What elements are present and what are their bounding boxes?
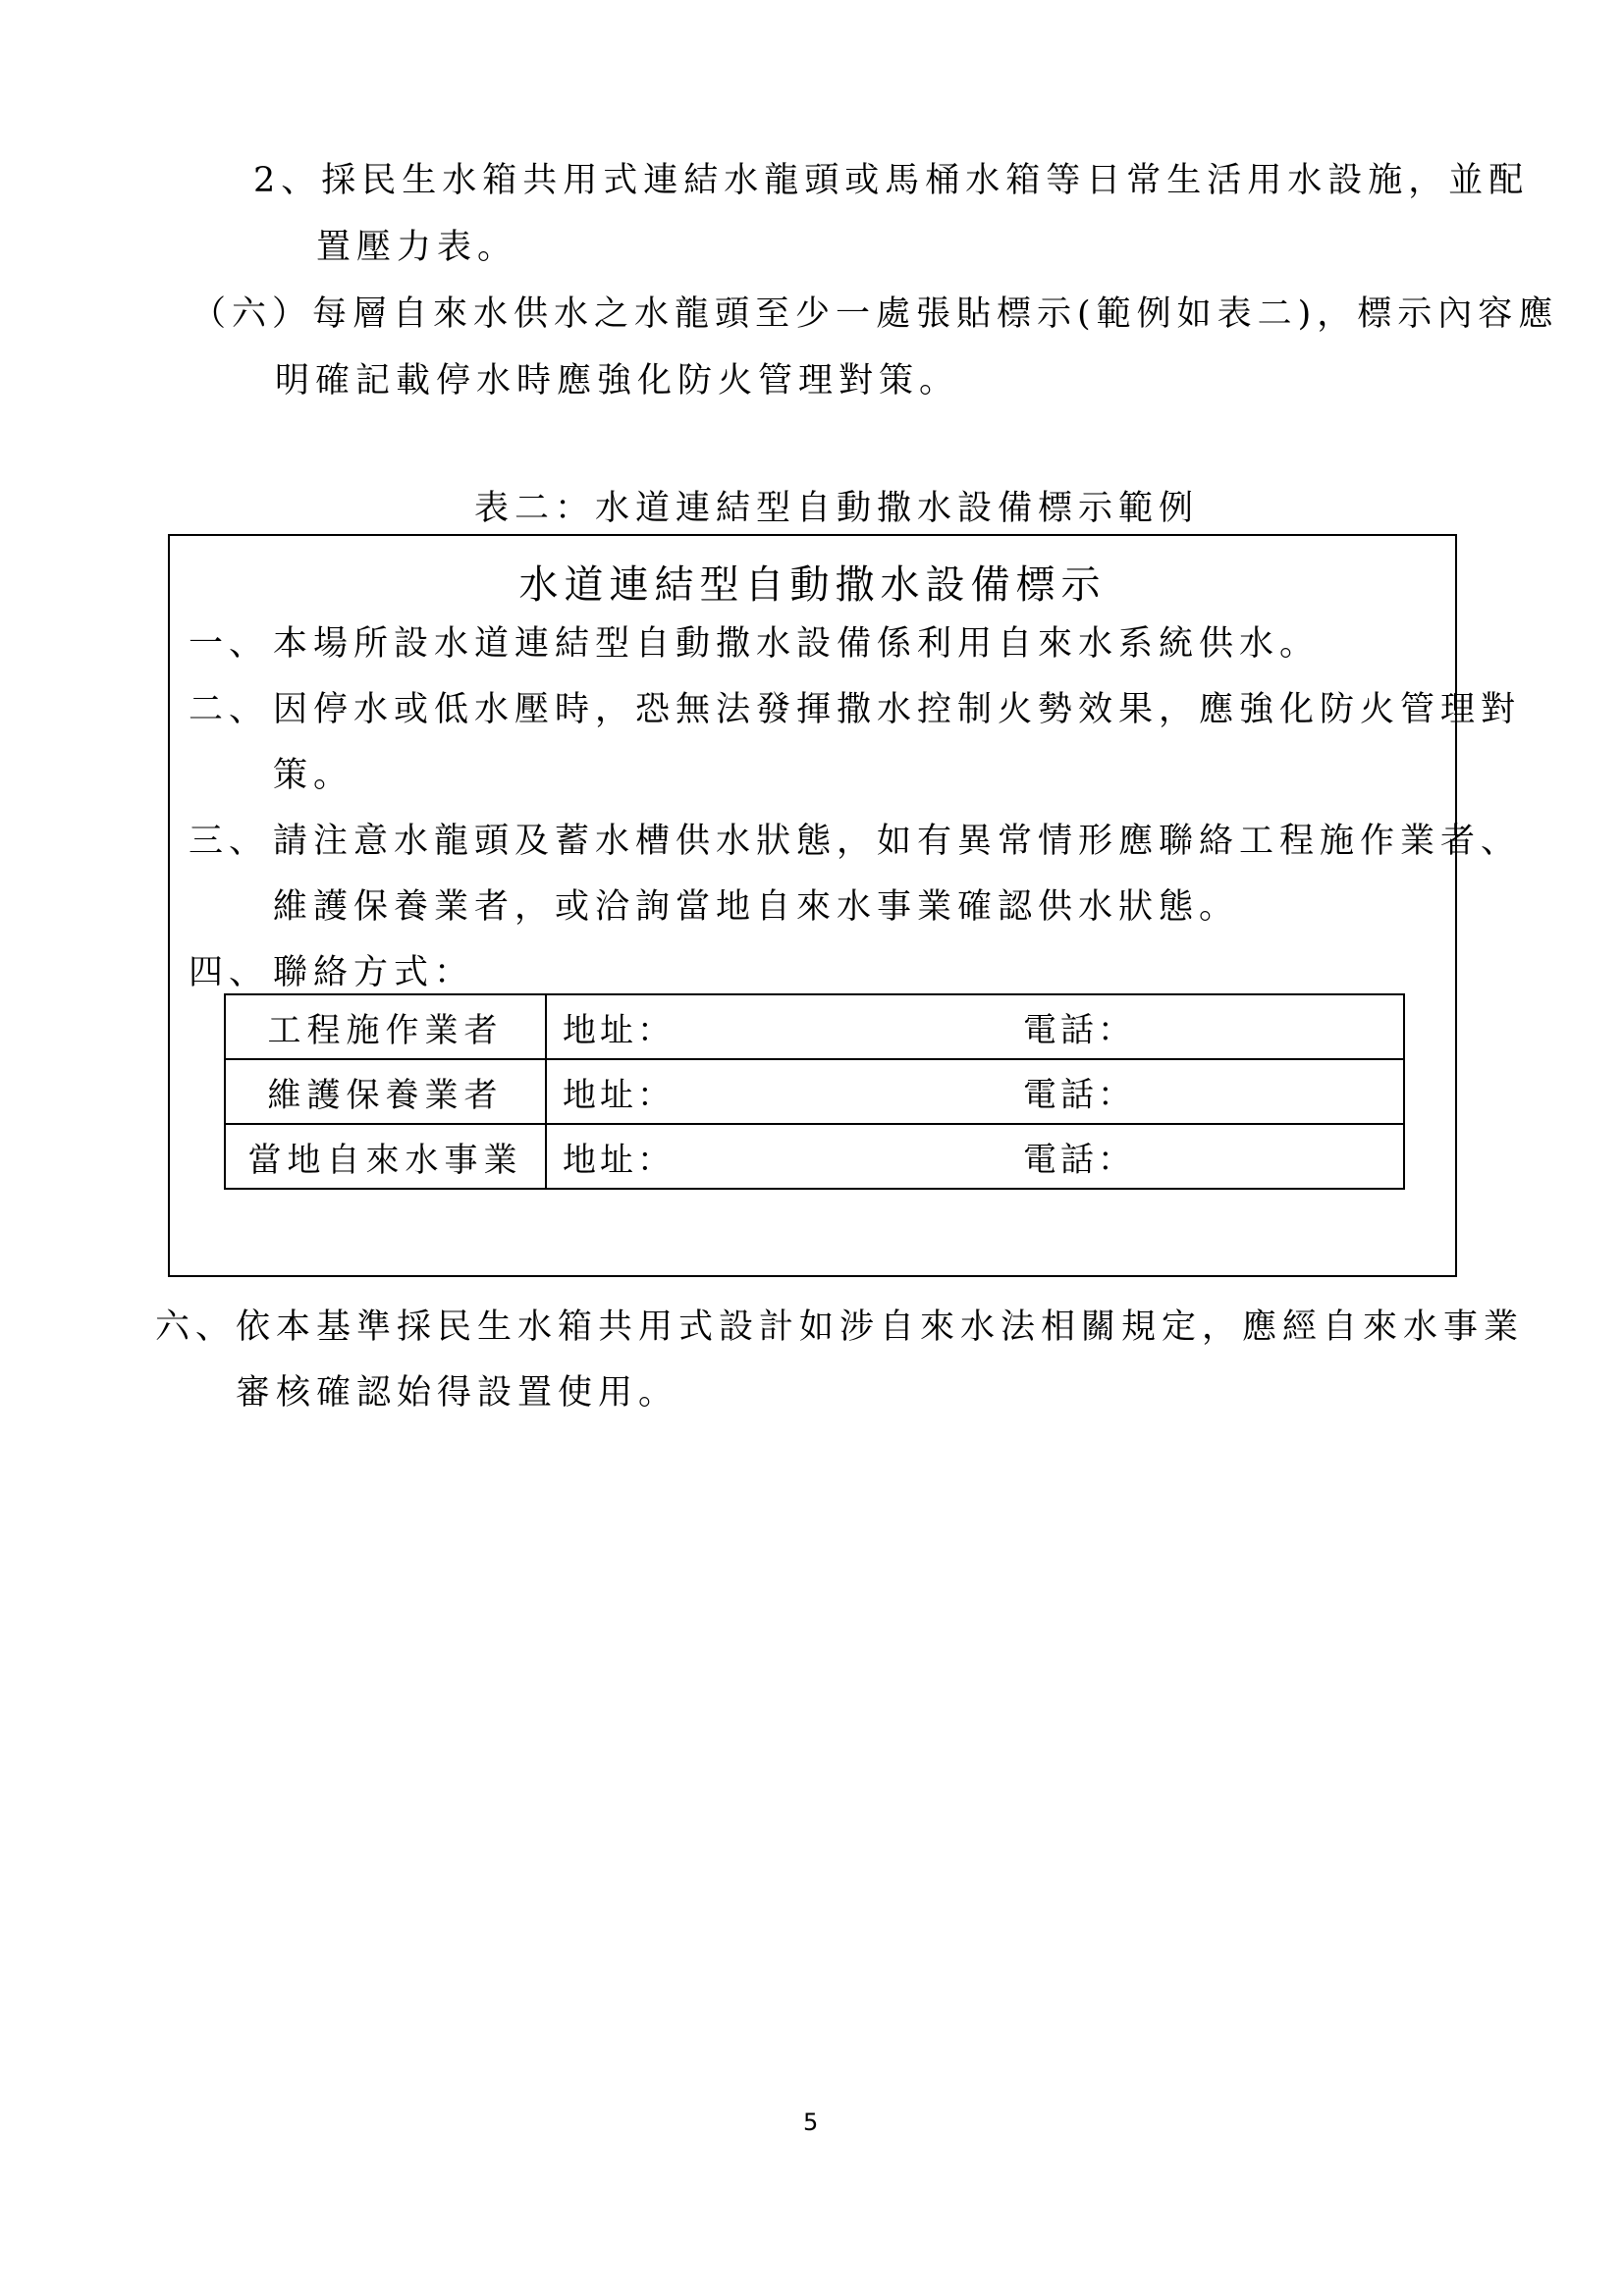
item-2-line-2: 置壓力表。 (316, 228, 518, 267)
section-6-line-1: 六、依本基準採民生水箱共用式設計如涉自來水法相關規定，應經自來水事業 (155, 1308, 1525, 1347)
table-row (225, 994, 1404, 1059)
item-2-line-1: 2、採民生水箱共用式連結水龍頭或馬桶水箱等日常生活用水設施，並配 (253, 161, 1530, 200)
sign-item-4-line-1: 聯絡方式： (273, 953, 475, 992)
table-row (225, 1059, 1404, 1124)
sign-item-1-line-1: 本場所設水道連結型自動撒水設備係利用自來水系統供水。 (273, 624, 1321, 664)
sign-item-4-number: 四、 (189, 953, 270, 992)
sign-item-3-line-1: 請注意水龍頭及蓄水槽供水狀態，如有異常情形應聯絡工程施作業者、 (273, 822, 1522, 861)
contact-role-cell: 維護保養業者 (225, 1059, 546, 1124)
page-number: 5 (803, 2109, 819, 2136)
sign-item-2-number: 二、 (189, 690, 270, 729)
phone-label: 電話： (1023, 1075, 1135, 1115)
phone-label: 電話： (1023, 1140, 1135, 1180)
phone-label: 電話： (1023, 1010, 1135, 1050)
contact-role-cell: 工程施作業者 (225, 994, 546, 1059)
table-caption: 表二：水道連結型自動撒水設備標示範例 (474, 489, 1200, 528)
address-label: 地址： (563, 1140, 675, 1180)
sign-item-2-line-2: 策。 (273, 756, 354, 795)
sign-item-3-number: 三、 (189, 822, 270, 861)
address-label: 地址： (563, 1075, 675, 1115)
sign-title: 水道連結型自動撒水設備標示 (518, 562, 1107, 608)
contact-info-cell (546, 1124, 1404, 1189)
contact-role-cell: 當地自來水事業 (225, 1124, 546, 1189)
address-label: 地址： (563, 1010, 675, 1050)
item-6-paren-line-1: （六）每層自來水供水之水龍頭至少一處張貼標示(範例如表二)，標示內容應 (191, 294, 1559, 334)
contact-info-cell (546, 1059, 1404, 1124)
contact-table (224, 993, 1405, 1190)
sign-item-3-line-2: 維護保養業者，或洽詢當地自來水事業確認供水狀態。 (273, 887, 1240, 927)
table-row (225, 1124, 1404, 1189)
sign-item-1-number: 一、 (189, 624, 270, 664)
sign-item-2-line-1: 因停水或低水壓時，恐無法發揮撒水控制火勢效果，應強化防火管理對 (273, 690, 1522, 729)
section-6-line-2: 審核確認始得設置使用。 (236, 1373, 679, 1413)
contact-info-cell (546, 994, 1404, 1059)
item-6-paren-line-2: 明確記載停水時應強化防火管理對策。 (275, 361, 960, 400)
